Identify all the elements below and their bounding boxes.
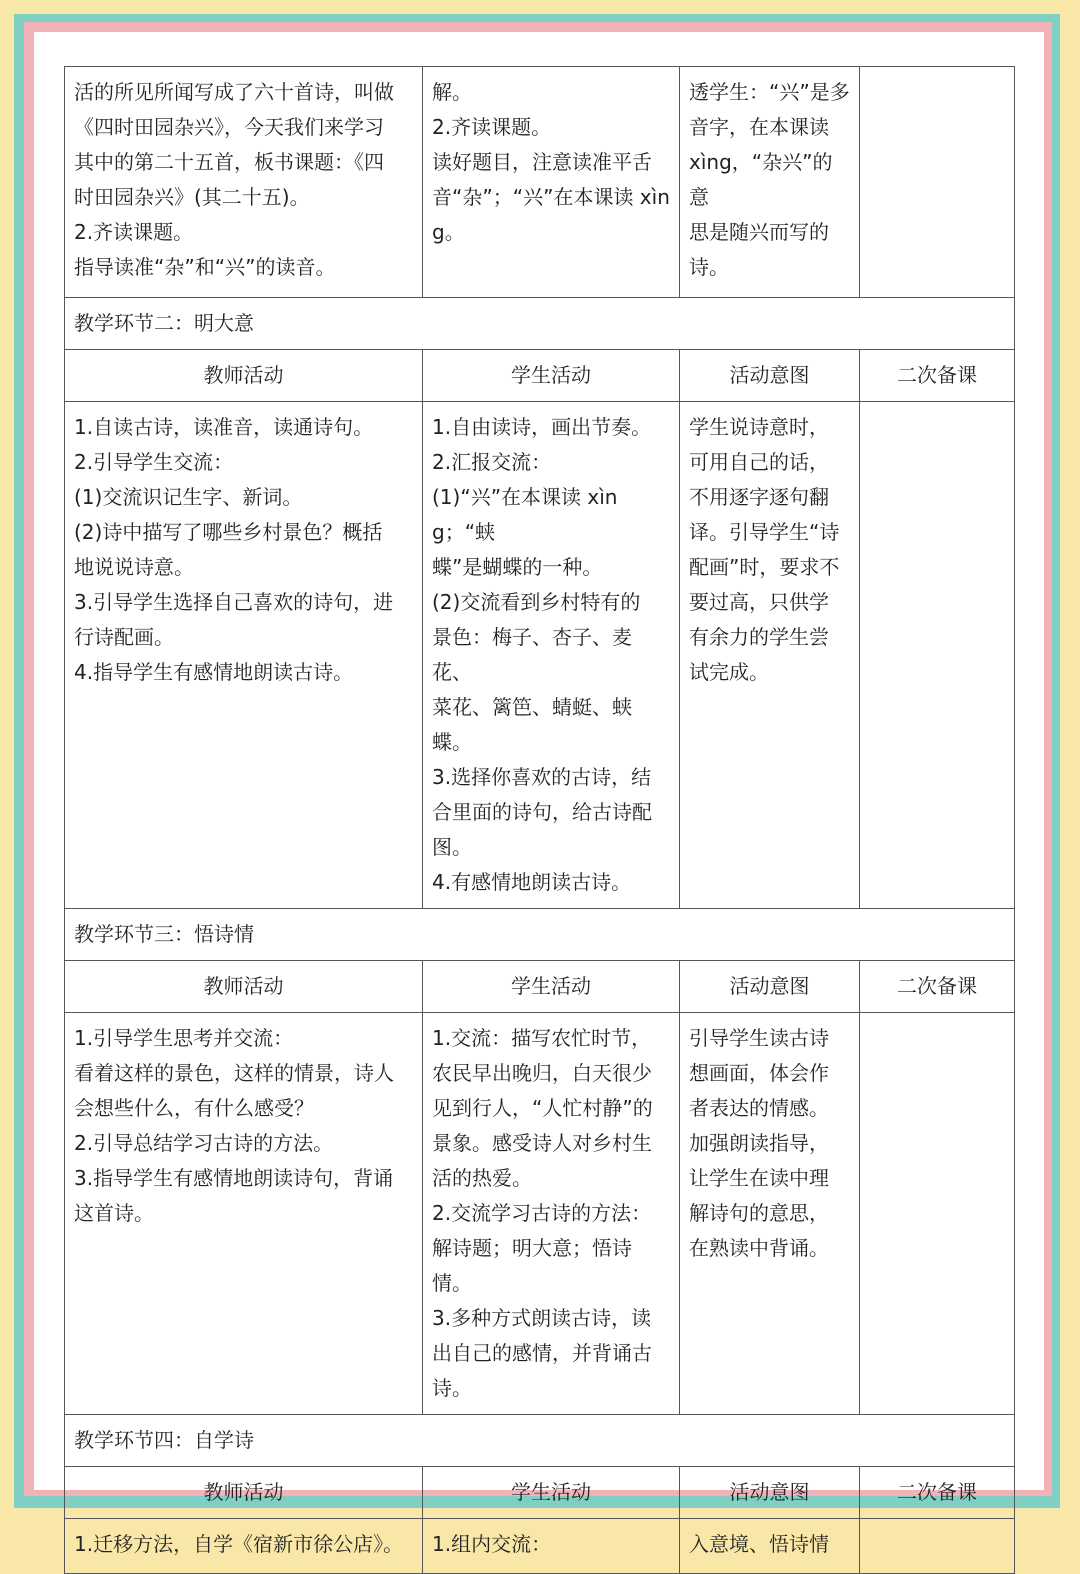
activity-intent-cell [680, 402, 860, 909]
cell-line: 1.迁移方法，自学《宿新市徐公店》。 [74, 1532, 404, 1556]
table-header-row [65, 350, 1015, 402]
cell-line: 解诗题；明大意；悟诗情。 [432, 1236, 632, 1295]
cell-line: 3.引导学生选择自己喜欢的诗句，进 [74, 590, 394, 614]
cell-line: 景色：梅子、杏子、麦花、 [432, 625, 632, 684]
header-student-activity: 学生活动 [423, 1467, 680, 1519]
teacher-activity-cell [65, 67, 423, 298]
cell-line: (1)“兴”在本课读 xìng；“蛱 [432, 485, 618, 544]
header-teacher-activity: 教师活动 [65, 1467, 423, 1519]
cell-line: (1)交流识记生字、新词。 [74, 485, 303, 509]
teacher-activity-cell [65, 1013, 423, 1415]
cell-line: 加强朗读指导， [689, 1131, 829, 1155]
cell-line: 蝶”是蝴蝶的一种。 [432, 555, 603, 579]
cell-line: 解诗句的意思， [689, 1201, 829, 1225]
cell-line: 1.自读古诗，读准音，读通诗句。 [74, 415, 374, 439]
cell-line: 2.齐读课题。 [432, 115, 552, 139]
cell-line: 2.引导学生交流： [74, 450, 234, 474]
header-student-activity: 学生活动 [423, 961, 680, 1013]
cell-line: 2.汇报交流： [432, 450, 552, 474]
cell-line: 2.引导总结学习古诗的方法。 [74, 1131, 334, 1155]
cell-line: 指导读准“杂”和“兴”的读音。 [74, 255, 336, 279]
table-row [65, 1013, 1015, 1415]
table-header-row [65, 1467, 1015, 1519]
cell-line: 入意境、悟诗情 [689, 1532, 829, 1556]
cell-line: 4.指导学生有感情地朗读古诗。 [74, 660, 354, 684]
header-teacher-activity: 教师活动 [65, 350, 423, 402]
cell-line: g。 [432, 220, 465, 244]
cell-line: 1.引导学生思考并交流： [74, 1026, 294, 1050]
cell-line: 行诗配画。 [74, 625, 174, 649]
header-student-activity: 学生活动 [423, 350, 680, 402]
cell-line: 音“杂”；“兴”在本课读 xìn [432, 185, 670, 209]
student-activity-cell [423, 1013, 680, 1415]
cell-line: 其中的第二十五首，板书课题：《四 [74, 150, 384, 174]
cell-line: 思是随兴而写的 [689, 220, 829, 244]
section-title-row [65, 298, 1015, 350]
cell-line: 引导学生读古诗 [689, 1026, 829, 1050]
cell-line: 菜花、篱笆、蜻蜓、蛱蝶。 [432, 695, 632, 754]
student-activity-cell [423, 402, 680, 909]
student-activity-cell [423, 67, 680, 298]
cell-line: 3.指导学生有感情地朗读诗句，背诵 [74, 1166, 394, 1190]
cell-line: 2.齐读课题。 [74, 220, 194, 244]
teacher-activity-cell [65, 1519, 423, 1574]
table-header-row [65, 961, 1015, 1013]
second-prep-cell [860, 1519, 1015, 1574]
header-teacher-activity: 教师活动 [65, 961, 423, 1013]
cell-line: 见到行人，“人忙村静”的 [432, 1096, 653, 1120]
cell-line: 在熟读中背诵。 [689, 1236, 829, 1260]
cell-line: 时田园杂兴》(其二十五)。 [74, 185, 310, 209]
cell-line: 学生说诗意时， [689, 415, 829, 439]
cell-line: 要过高，只供学 [689, 590, 829, 614]
cell-line: 试完成。 [689, 660, 769, 684]
cell-line: 可用自己的话， [689, 450, 829, 474]
cell-line: 活的热爱。 [432, 1166, 532, 1190]
cell-line: 者表达的情感。 [689, 1096, 829, 1120]
table-row [65, 1519, 1015, 1574]
cell-line: 译。引导学生“诗 [689, 520, 840, 544]
section-title: 教学环节四：自学诗 [65, 1415, 1015, 1467]
cell-line: 让学生在读中理 [689, 1166, 829, 1190]
header-activity-intent: 活动意图 [680, 1467, 860, 1519]
cell-line: (2)交流看到乡村特有的 [432, 590, 641, 614]
activity-intent-cell [680, 1013, 860, 1415]
second-prep-cell [860, 67, 1015, 298]
section-title-row [65, 909, 1015, 961]
cell-line: 诗。 [689, 255, 729, 279]
cell-line: 4.有感情地朗读古诗。 [432, 870, 632, 894]
activity-intent-cell [680, 1519, 860, 1574]
cell-line: 2.交流学习古诗的方法： [432, 1201, 652, 1225]
cell-line: 1.交流：描写农忙时节， [432, 1026, 652, 1050]
header-activity-intent: 活动意图 [680, 350, 860, 402]
cell-line: 农民早出晚归，白天很少 [432, 1061, 652, 1085]
student-activity-cell [423, 1519, 680, 1574]
table-row [65, 67, 1015, 298]
cell-line: 会想些什么，有什么感受？ [74, 1096, 314, 1120]
cell-line: 有余力的学生尝 [689, 625, 829, 649]
header-second-prep: 二次备课 [860, 1467, 1015, 1519]
cell-line: 看着这样的景色，这样的情景，诗人 [74, 1061, 394, 1085]
second-prep-cell [860, 1013, 1015, 1415]
cell-line: 解。 [432, 80, 472, 104]
cell-line: 3.选择你喜欢的古诗，结 [432, 765, 652, 789]
cell-line: 不用逐字逐句翻 [689, 485, 829, 509]
cell-line: 景象。感受诗人对乡村生 [432, 1131, 652, 1155]
header-second-prep: 二次备课 [860, 350, 1015, 402]
cell-line: 配画”时，要求不 [689, 555, 840, 579]
section-title-row [65, 1415, 1015, 1467]
cell-line: xìng，“杂兴”的意 [689, 150, 833, 209]
activity-intent-cell [680, 67, 860, 298]
lesson-plan-table [64, 66, 1015, 1574]
section-title: 教学环节二：明大意 [65, 298, 1015, 350]
cell-line: 1.自由读诗，画出节奏。 [432, 415, 652, 439]
section-title: 教学环节三：悟诗情 [65, 909, 1015, 961]
cell-line: 读好题目，注意读准平舌 [432, 150, 652, 174]
cell-line: 音字，在本课读 [689, 115, 829, 139]
cell-line: 出自己的感情，并背诵古 [432, 1341, 652, 1365]
header-activity-intent: 活动意图 [680, 961, 860, 1013]
cell-line: 图。 [432, 835, 472, 859]
cell-line: 地说说诗意。 [74, 555, 194, 579]
cell-line: (2)诗中描写了哪些乡村景色？概括 [74, 520, 383, 544]
second-prep-cell [860, 402, 1015, 909]
teacher-activity-cell [65, 402, 423, 909]
cell-line: 1.组内交流： [432, 1532, 552, 1556]
cell-line: 这首诗。 [74, 1201, 154, 1225]
cell-line: 活的所见所闻写成了六十首诗，叫做 [74, 80, 394, 104]
cell-line: 合里面的诗句，给古诗配 [432, 800, 652, 824]
header-second-prep: 二次备课 [860, 961, 1015, 1013]
cell-line: 《四时田园杂兴》，今天我们来学习 [74, 115, 384, 139]
cell-line: 诗。 [432, 1376, 472, 1400]
cell-line: 3.多种方式朗读古诗，读 [432, 1306, 652, 1330]
cell-line: 透学生：“兴”是多 [689, 80, 850, 104]
cell-line: 想画面，体会作 [689, 1061, 829, 1085]
table-row [65, 402, 1015, 909]
